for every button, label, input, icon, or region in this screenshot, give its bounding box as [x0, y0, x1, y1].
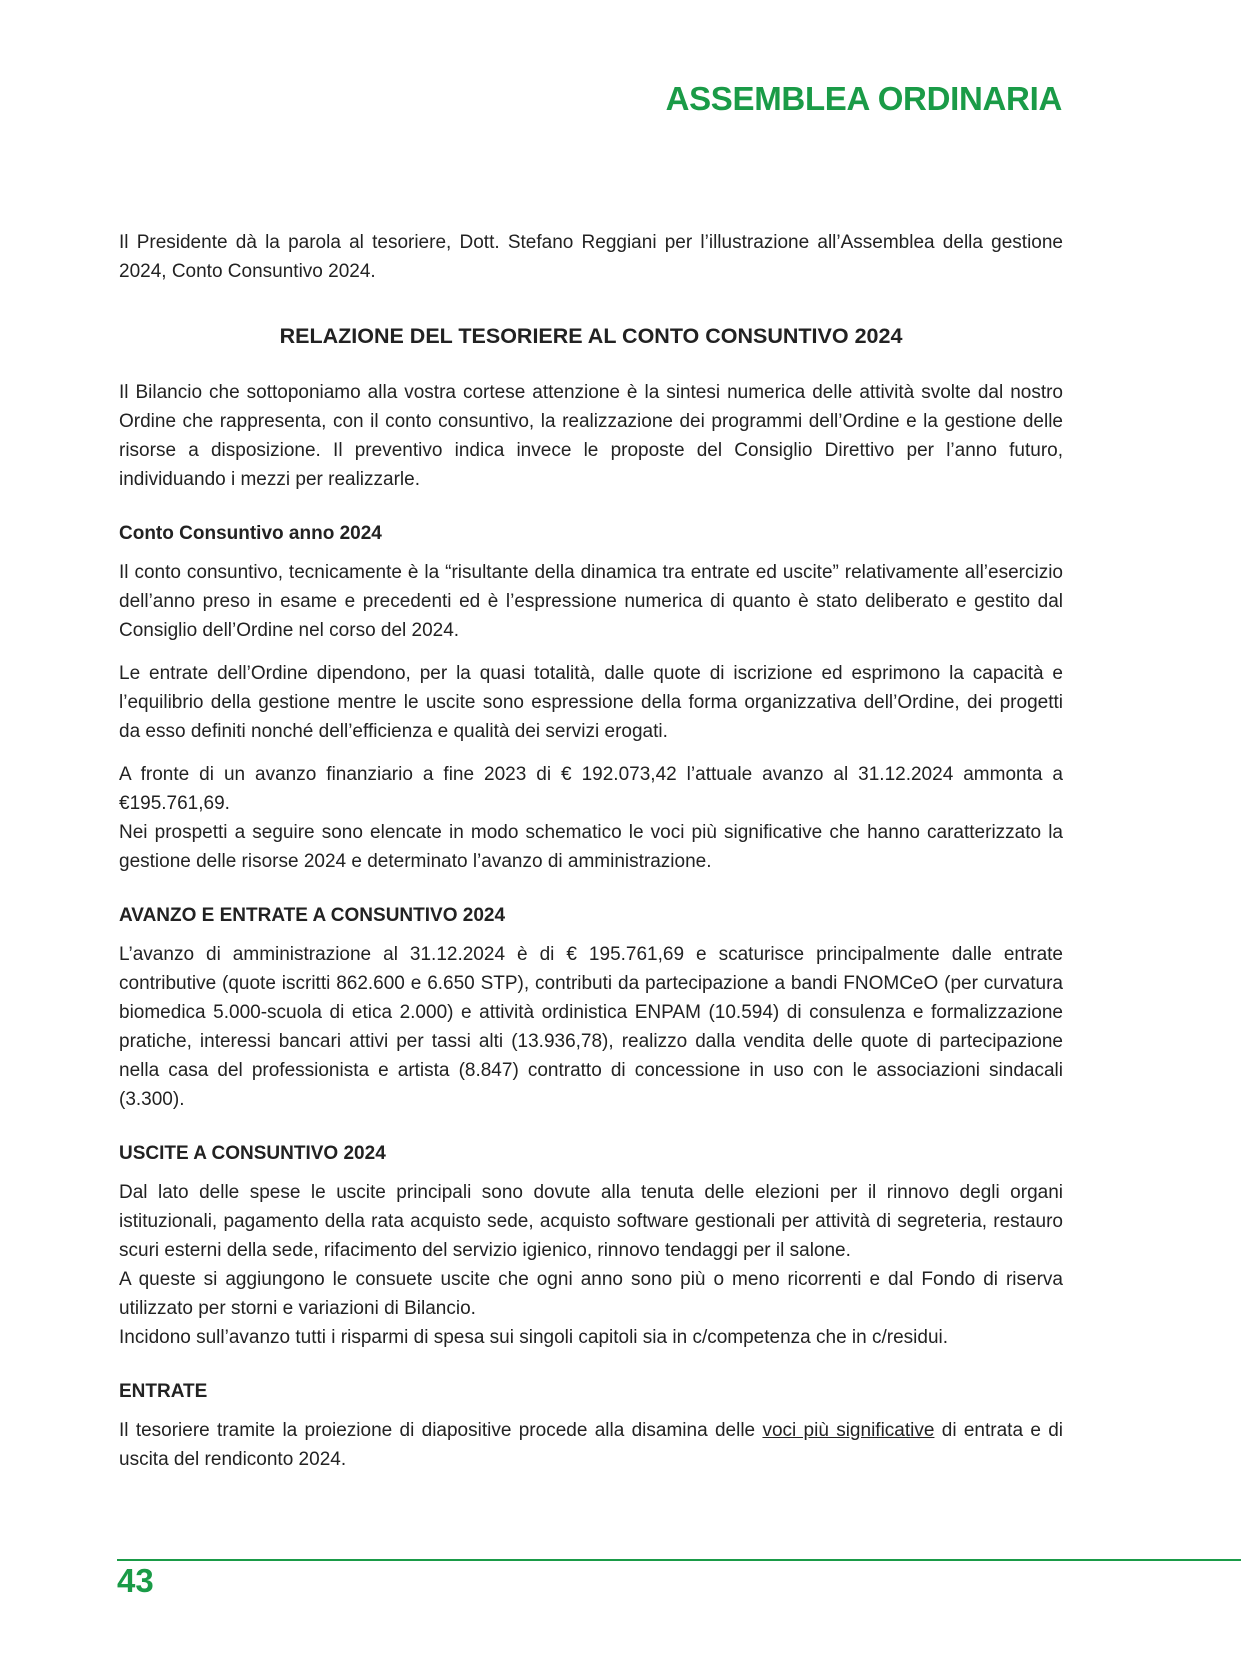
uscite-paragraph-3: Incidono sull’avanzo tutti i risparmi di spesa sui singoli capitoli sia in c/competenza che in c/residui. — [119, 1327, 949, 1348]
avanzo-entrate-heading: AVANZO E ENTRATE A CONSUNTIVO 2024 — [119, 905, 506, 926]
conto-paragraph-3: A fronte di un avanzo finanziario a fine 2023 di € 192.073,42 l’attuale avanzo al 31.12.2024 ammonta a €195.761,69. — [119, 764, 1063, 814]
report-heading: RELAZIONE DEL TESORIERE AL CONTO CONSUNTIVO 2024 — [279, 324, 903, 348]
uscite-heading: USCITE A CONSUNTIVO 2024 — [119, 1143, 386, 1164]
entrate-text-before: Il tesoriere tramite la proiezione di diapositive procede alla disamina delle — [119, 1420, 763, 1441]
conto-consuntivo-heading: Conto Consuntivo anno 2024 — [119, 523, 382, 544]
uscite-paragraph-2: A queste si aggiungono le consuete uscite che ogni anno sono più o meno ricorrenti e dal Fondo di riserva utilizzato per storni e variazioni di Bilancio. — [119, 1269, 1063, 1319]
footer-divider — [117, 1559, 1241, 1561]
conto-paragraph-2: Le entrate dell’Ordine dipendono, per la quasi totalità, dalle quote di iscrizione ed esprimono la capacità e l’equilibrio della gestione mentre le uscite sono espressione della forma organizzativa dell’Ordine, dei progetti da esso definiti nonché dell’efficienza e qualità dei servizi erogati. — [119, 663, 1063, 742]
document-body — [119, 228, 1063, 1474]
avanzo-paragraph: L’avanzo di amministrazione al 31.12.2024 è di € 195.761,69 e scaturisce principalmente dalle entrate contributive (quote iscritti 862.600 e 6.650 STP), contributi da partecipazione a bandi FNOMCeO (per curvatura biomedica 5.000-scuola di etica 2.000) e attività ordinistica ENPAM (10.594) di consulenza e formalizzazione pratiche, interessi bancari attivi per tassi alti (13.936,78), realizzo dalla vendita delle quote di partecipazione nella casa del professionista e artista (8.847) contratto di concessione in uso con le associazioni sindacali (3.300). — [119, 944, 1063, 1110]
bilancio-paragraph: Il Bilancio che sottoponiamo alla vostra cortese attenzione è la sintesi numerica delle attività svolte dal nostro Ordine che rappresenta, con il conto consuntivo, la realizzazione dei programmi dell’Ordine e la gestione delle risorse a disposizione. Il preventivo indica invece le proposte del Consiglio Direttivo per l’anno futuro, individuando i mezzi per realizzarle. — [119, 382, 1063, 490]
conto-paragraph-4: Nei prospetti a seguire sono elencate in modo schematico le voci più significative che hanno caratterizzato la gestione delle risorse 2024 e determinato l’avanzo di amministrazione. — [119, 822, 1063, 872]
conto-paragraph-1: Il conto consuntivo, tecnicamente è la “risultante della dinamica tra entrate ed uscite” relativamente all’esercizio dell’anno preso in esame e precedenti ed è l’espressione numerica di quanto è stato deliberato e gestito dal Consiglio dell’Ordine nel corso del 2024. — [119, 562, 1063, 641]
voci-significative-underlined: voci più significative — [762, 1420, 935, 1441]
intro-paragraph: Il Presidente dà la parola al tesoriere, Dott. Stefano Reggiani per l’illustrazione all’Assemblea della gestione 2024, Conto Consuntivo 2024. — [119, 232, 1063, 282]
entrate-heading: ENTRATE — [119, 1381, 208, 1402]
page-number: 43 — [117, 1562, 154, 1599]
section-title: ASSEMBLEA ORDINARIA — [665, 80, 1062, 117]
entrate-paragraph — [119, 1416, 1063, 1474]
uscite-paragraph-1: Dal lato delle spese le uscite principali sono dovute alla tenuta delle elezioni per il rinnovo degli organi istituzionali, pagamento della rata acquisto sede, acquisto software gestionali per attività di segreteria, restauro scuri esterni della sede, rifacimento del servizio igienico, rinnovo tendaggi per il salone. — [119, 1182, 1063, 1261]
entrate-text-after: di entrata e di uscita del rendiconto 2024. — [119, 1420, 1064, 1470]
